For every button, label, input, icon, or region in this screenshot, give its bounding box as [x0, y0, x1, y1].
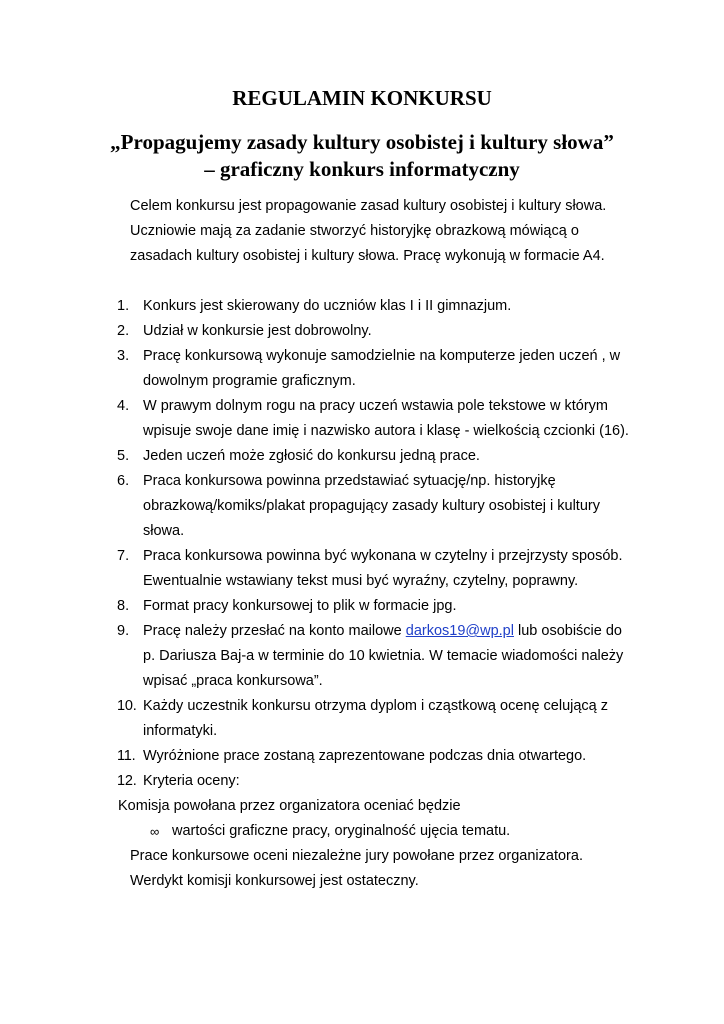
rule-text: Każdy uczestnik konkursu otrzyma dyplom i cząstkową ocenę celującą z	[143, 698, 609, 714]
rule-text: Praca konkursowa powinna być wykonana w czytelny i przejrzysty sposób.	[143, 548, 623, 564]
criteria-text: wartości graficzne pracy, oryginalność ujęcia tematu.	[172, 823, 511, 839]
rule-text: Udział w konkursie jest dobrowolny.	[143, 323, 372, 339]
rules-list	[117, 294, 697, 794]
rule-item-4	[117, 394, 697, 444]
rule-number: 8.	[117, 598, 130, 614]
email-link[interactable]: darkos19@wp.pl	[405, 623, 514, 639]
document-title: REGULAMIN KONKURSU	[232, 86, 492, 110]
rule-item-6	[117, 469, 697, 544]
rule-text: Konkurs jest skierowany do uczniów klas I i II gimnazjum.	[143, 298, 512, 314]
rule-text: wpisać „praca konkursowa”.	[143, 673, 323, 689]
rule-text: wpisuje swoje dane imię i nazwisko autora i klasę - wielkością czcionki (16).	[143, 423, 629, 439]
infinity-bullet-icon: ∞	[150, 824, 160, 839]
rule-text: słowa.	[143, 523, 185, 539]
rule-text: dowolnym programie graficznym.	[143, 373, 356, 389]
rule-number: 9.	[117, 623, 130, 639]
rule-text: Praca konkursowa powinna przedstawiać sytuację/np. historyjkę	[143, 473, 556, 489]
intro-line: zasadach kultury osobistej i kultury słowa. Pracę wykonują w formacie A4.	[130, 248, 605, 264]
rule-number: 11.	[117, 748, 136, 764]
rule-text: Ewentualnie wstawiany tekst musi być wyraźny, czytelny, poprawny.	[143, 573, 579, 589]
rule-number: 2.	[117, 323, 130, 339]
rule-text: Pracę należy przesłać na konto mailowe	[143, 623, 406, 639]
rule-text: obrazkową/komiks/plakat propagujący zasady kultury osobistej i kultury	[143, 498, 600, 514]
rule-text: Wyróżnione prace zostaną zaprezentowane podczas dnia otwartego.	[143, 748, 587, 764]
intro-paragraph	[130, 194, 690, 269]
rule-text: Jeden uczeń może zgłosić do konkursu jedną prace.	[143, 448, 480, 464]
rule-number: 12.	[117, 773, 137, 789]
rule-item-12	[117, 769, 697, 794]
verdict-text: Werdykt komisji konkursowej jest ostateczny.	[130, 873, 419, 889]
rule-item-10	[117, 694, 697, 744]
rule-text-first-line	[143, 619, 623, 644]
contest-name-line-1: „Propagujemy zasady kultury osobistej i kultury słowa”	[110, 130, 614, 154]
rule-item-1	[117, 294, 697, 319]
rule-text: Format pracy konkursowej to plik w formacie jpg.	[143, 598, 457, 614]
rule-text: p. Dariusza Baj-a w terminie do 10 kwietnia. W temacie wiadomości należy	[143, 648, 624, 664]
rule-item-8	[117, 594, 697, 619]
rule-text: Pracę konkursową wykonuje samodzielnie na komputerze jeden uczeń , w	[143, 348, 621, 364]
rule-item-5	[117, 444, 697, 469]
rule-text: Kryteria oceny:	[143, 773, 240, 789]
criteria-bullet-item	[150, 819, 724, 844]
rule-item-9	[117, 619, 697, 694]
intro-line: Uczniowie mają za zadanie stworzyć historyjkę obrazkową mówiącą o	[130, 223, 579, 239]
intro-line: Celem konkursu jest propagowanie zasad kultury osobistej i kultury słowa.	[130, 198, 607, 214]
rule-text: lub osobiście do	[513, 623, 622, 639]
rule-item-7	[117, 544, 697, 594]
evaluation-section	[118, 794, 724, 894]
rule-number: 4.	[117, 398, 130, 414]
rule-text: informatyki.	[143, 723, 218, 739]
rule-text: W prawym dolnym rogu na pracy uczeń wstawia pole tekstowe w którym	[143, 398, 608, 414]
rule-item-2	[117, 319, 697, 344]
commission-text: Komisja powołana przez organizatora oceniać będzie	[118, 798, 461, 814]
jury-text: Prace konkursowe oceni niezależne jury powołane przez organizatora.	[130, 848, 583, 864]
rule-item-11	[117, 744, 697, 769]
rule-number: 1.	[117, 298, 130, 314]
rule-number: 10.	[117, 698, 137, 714]
rule-number: 3.	[117, 348, 130, 364]
rule-item-3	[117, 344, 697, 394]
rule-number: 5.	[117, 448, 130, 464]
rule-number: 7.	[117, 548, 130, 564]
contest-name-line-2: – graficzny konkurs informatyczny	[204, 157, 520, 181]
rule-number: 6.	[117, 473, 130, 489]
